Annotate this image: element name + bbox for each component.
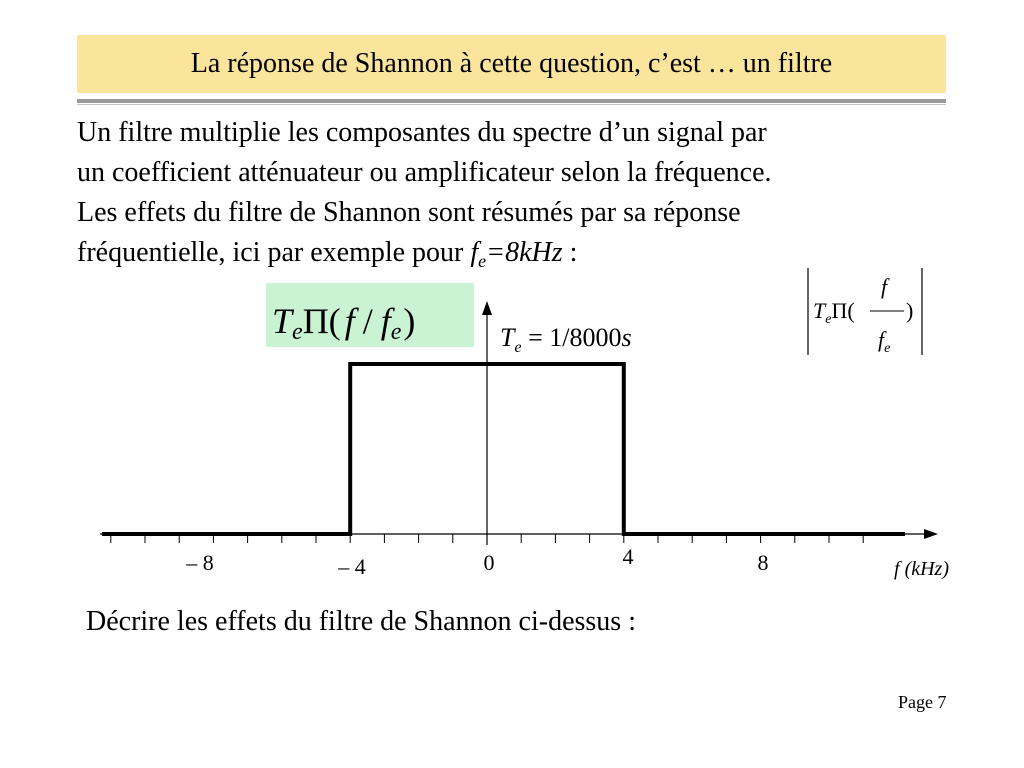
tick-label-8: 8 [757,550,769,575]
tick-label-minus-4: – 4 [338,554,366,579]
fe-subscript: e [478,251,487,271]
intro-line-4-prefix: fréquentielle, ici par exemple pour [77,237,471,268]
formula-sub-e: e [292,319,303,345]
intro-line-2: un coefficient atténuateur ou amplificateur selon la fréquence. [77,157,772,188]
te-T: T [500,323,515,352]
sampling-period-label [500,323,632,356]
transfer-function-formula [272,301,415,345]
question-text: Décrire les effets du filtre de Shannon ci-dessus : [86,606,636,637]
x-axis-label [894,558,949,580]
intro-line-3: Les effets du filtre de Shannon sont résumés par sa réponse [77,197,741,228]
tick-label-minus-8: – 8 [186,550,214,575]
abs-denominator [878,327,890,356]
fe-symbol: f [470,237,479,268]
formula-f2: f [380,301,391,341]
formula-T: T [272,301,293,341]
fe-value: =8kHz [486,237,563,268]
te-rest: = 1/8000 [528,323,622,352]
intro-line-4-suffix: : [562,237,578,268]
x-axis-label-unit: (kHz) [904,558,949,580]
abs-T: T [813,298,826,323]
filter-response-curve [102,364,905,534]
abs-den-sub: e [884,341,891,356]
abs-den-f: f [878,327,885,352]
formula-sub-e2: e [390,319,402,345]
abs-formula-left [813,298,855,327]
abs-pi-open: Π( [831,298,855,323]
abs-numerator: f [880,274,888,299]
formula-f: f [344,301,355,341]
formula-pi-open: Π( [302,301,341,341]
te-sub: e [514,339,522,356]
abs-close: ) [906,298,914,323]
x-axis-label-f: f [894,558,900,580]
x-axis-arrowhead [924,529,938,539]
te-unit: s [621,323,632,352]
y-axis-arrowhead [482,301,492,315]
page-number: Page 7 [898,692,947,712]
slide-title-text: La réponse de Shannon à cette question, c’est … un filtre [190,48,833,79]
tick-label-0: 0 [483,550,495,575]
intro-line-1: Un filtre multiplie les composantes du spectre d’un signal par [77,117,767,148]
abs-sub-e: e [825,312,832,327]
formula-slash: / [362,301,373,341]
tick-label-4: 4 [622,544,634,569]
formula-close: ) [403,301,416,341]
